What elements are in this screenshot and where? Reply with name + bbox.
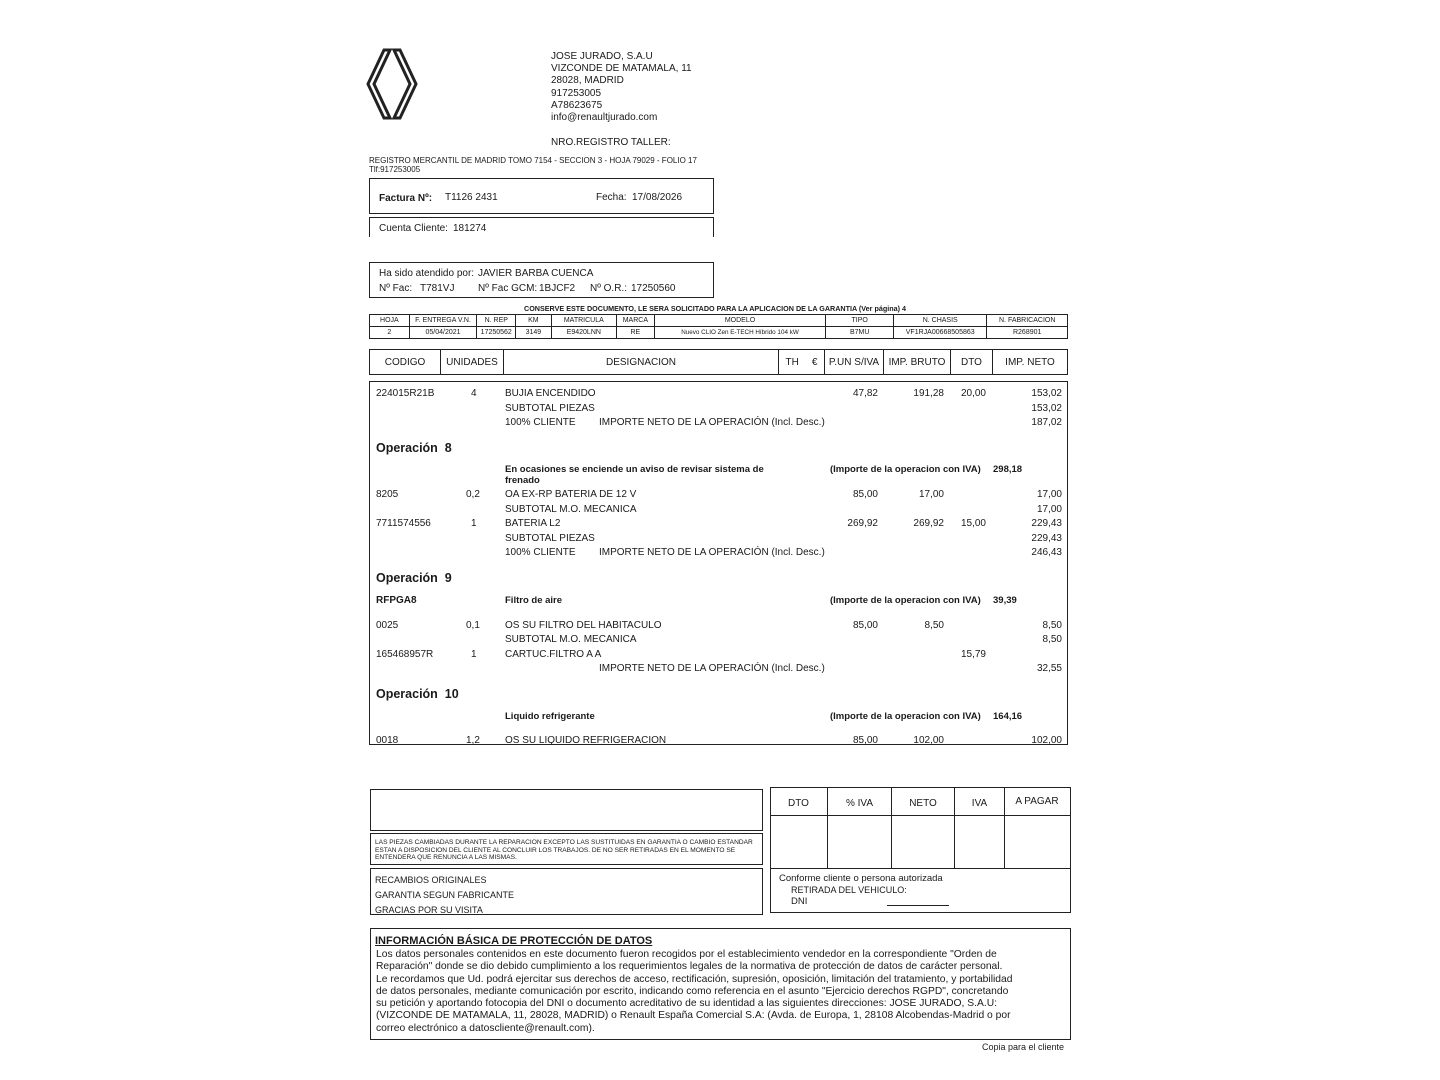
totals-header: % IVA — [845, 797, 874, 809]
conforme-line: Conforme cliente o persona autorizada — [779, 873, 943, 884]
line-bruto: 191,28 — [913, 388, 944, 399]
privacy-line: Reparación" donde se dio debido cumplimiento a los requerimientos legales de la normativa de protección de datos de carácter personal. — [376, 961, 1003, 973]
factura-label: Factura Nº: — [379, 193, 433, 204]
company-tlf: Tlf:917253005 — [369, 165, 421, 174]
line-neto: 153,02 — [1031, 403, 1062, 414]
vehicle-value: 17250562 — [477, 327, 516, 339]
line-pun: 47,82 — [852, 388, 878, 399]
footer-note: RECAMBIOS ORIGINALES — [375, 875, 487, 885]
operacion-title: Liquido refrigerante — [505, 711, 595, 722]
gcm-label: Nº Fac GCM: — [478, 283, 538, 294]
line-cliente: 100% CLIENTE — [505, 547, 576, 558]
cuenta-box — [369, 217, 714, 237]
lines-bottom-border — [369, 744, 1068, 745]
copia-label: Copia para el cliente — [982, 1042, 1065, 1052]
vehicle-value: E9420LNN — [551, 327, 616, 339]
line-desc: SUBTOTAL PIEZAS — [505, 533, 595, 544]
operacion-importe-value: 39,39 — [993, 595, 1017, 606]
line-code: 7711574556 — [376, 518, 431, 529]
fecha-value: 17/08/2026 — [632, 192, 683, 203]
line-units: 0,2 — [466, 489, 480, 500]
table-row — [371, 417, 1066, 431]
line-desc: SUBTOTAL PIEZAS — [505, 403, 595, 414]
line-dto: 15,00 — [960, 518, 986, 529]
operacion-importe-label: (Importe de la operacion con IVA) — [830, 711, 981, 722]
vehicle-value: RE — [617, 327, 655, 339]
line-neto: 229,43 — [1031, 533, 1062, 544]
table-row — [371, 518, 1066, 532]
operacion-number: 8 — [444, 441, 452, 455]
line-cliente: 100% CLIENTE — [505, 417, 576, 428]
footer-notes-box — [370, 868, 763, 915]
company-email: info@renaultjurado.com — [551, 112, 658, 123]
conserve-notice: CONSERVE ESTE DOCUMENTO, LE SERA SOLICITADO PARA LA APLICACION DE LA GARANTIA (Ver página) 4 — [524, 304, 907, 313]
piezas-notice-box — [370, 833, 763, 865]
col-neto: IMP. NETO — [992, 349, 1068, 375]
line-desc: SUBTOTAL M.O. MECANICA — [505, 504, 637, 515]
line-bruto: 102,00 — [913, 735, 944, 745]
company-name: JOSE JURADO, S.A.U — [551, 51, 653, 62]
renault-logo — [366, 48, 422, 120]
line-desc: IMPORTE NETO DE LA OPERACIÓN (Incl. Desc.) — [599, 417, 825, 428]
company-cif: A78623675 — [551, 100, 603, 111]
line-desc: IMPORTE NETO DE LA OPERACIÓN (Incl. Desc.) — [599, 547, 825, 558]
privacy-line: Le recordamos que Ud. podrá ejercitar sus derechos de acceso, rectificación, supresión, oposición, limitación del tratamiento, y portabilidad — [376, 973, 1013, 985]
col-th-euro — [778, 349, 825, 375]
operacion-label: Operación — [376, 687, 438, 701]
conforme-dni: DNI — [791, 896, 808, 907]
line-neto: 229,43 — [1031, 518, 1062, 529]
line-desc: OS SU FILTRO DEL HABITACULO — [505, 620, 662, 631]
line-desc: IMPORTE NETO DE LA OPERACIÓN (Incl. Desc.) — [599, 663, 825, 674]
company-city: 28028, MADRID — [551, 75, 624, 86]
fecha-label: Fecha: — [596, 192, 627, 203]
col-euro: € — [811, 356, 818, 368]
line-pun: 85,00 — [852, 735, 878, 745]
privacy-line: (VIZCONDE DE MATAMALA, 11, 28028, MADRID) o Renault España Comercial S.A: (Avda. de Europa, 1, 28108 Alcobendas-Madrid o por — [376, 1010, 1011, 1022]
line-dto: 15,79 — [960, 649, 986, 660]
line-neto: 246,43 — [1031, 547, 1062, 558]
line-code: 8205 — [376, 489, 399, 500]
vehicle-table — [369, 314, 1068, 339]
line-neto: 187,02 — [1031, 417, 1062, 428]
line-desc: CARTUC.FILTRO A A — [505, 649, 602, 660]
cuenta-label: Cuenta Cliente: — [379, 223, 448, 234]
privacy-box — [370, 928, 1071, 1040]
conforme-box — [770, 868, 1071, 913]
table-row — [371, 533, 1066, 547]
line-pun: 269,92 — [847, 518, 878, 529]
vehicle-value: 2 — [370, 327, 410, 339]
vehicle-header: N. CHASIS — [894, 315, 987, 327]
operacion-number: 9 — [444, 571, 452, 585]
vehicle-value: 3149 — [516, 327, 551, 339]
line-desc: BATERIA L2 — [505, 518, 561, 529]
line-code: 224015R21B — [376, 388, 435, 399]
privacy-line: correo electrónico a datoscliente@renault.com). — [376, 1022, 595, 1034]
col-pun: P.UN S/IVA — [824, 349, 884, 375]
vehicle-header: KM — [516, 315, 551, 327]
operacion-code: RFPGA8 — [376, 595, 417, 606]
privacy-text — [376, 949, 1066, 1035]
operacion-importe-label: (Importe de la operacion con IVA) — [830, 464, 981, 475]
lines-box — [369, 381, 1068, 745]
table-row — [371, 634, 1066, 648]
vehicle-header-row — [370, 315, 1068, 327]
col-bruto: IMP. BRUTO — [883, 349, 951, 375]
operacion-importe-value: 298,18 — [993, 464, 1023, 475]
line-code: 0018 — [376, 735, 399, 745]
nfac-label: Nº Fac: — [379, 283, 413, 294]
vehicle-value: 05/04/2021 — [409, 327, 477, 339]
line-neto: 17,00 — [1036, 504, 1062, 515]
line-desc: OA EX-RP BATERIA DE 12 V — [505, 489, 637, 500]
atendido-box — [369, 262, 714, 298]
vehicle-header: MATRICULA — [551, 315, 616, 327]
operacion-heading — [376, 687, 459, 701]
vehicle-header: N. FABRICACION — [987, 315, 1068, 327]
col-unidades: UNIDADES — [440, 349, 504, 375]
company-street: VIZCONDE DE MATAMALA, 11 — [551, 63, 692, 74]
operacion-label: Operación — [376, 571, 438, 585]
atendido-label: Ha sido atendido por: — [379, 268, 475, 279]
line-neto: 102,00 — [1031, 735, 1062, 745]
or-label: Nº O.R.: — [590, 283, 627, 294]
line-code: 165468957R — [376, 649, 434, 660]
factura-value: T1126 2431 — [445, 192, 498, 203]
vehicle-value: B7MU — [826, 327, 894, 339]
atendido-value: JAVIER BARBA CUENCA — [478, 268, 594, 279]
vehicle-header: F. ENTREGA V.N. — [409, 315, 477, 327]
gcm-value: 1BJCF2 — [539, 283, 576, 294]
table-row — [371, 504, 1066, 518]
line-units: 0,1 — [466, 620, 480, 631]
vehicle-value-row — [370, 327, 1068, 339]
line-units: 1,2 — [466, 735, 480, 745]
privacy-line: Los datos personales contenidos en este documento fueron recogidos por el establecimiento vendedor en la correspondiente "Orden de — [376, 949, 997, 960]
line-desc: SUBTOTAL M.O. MECANICA — [505, 634, 637, 645]
operacion-title: En ocasiones se enciende un aviso de revisar sistema de frenado — [505, 464, 764, 486]
footer-note: GRACIAS POR SU VISITA — [375, 905, 483, 915]
vehicle-header: TIPO — [826, 315, 894, 327]
operacion-importe-label: (Importe de la operacion con IVA) — [830, 595, 981, 606]
line-neto: 17,00 — [1036, 489, 1062, 500]
vehicle-header: HOJA — [370, 315, 410, 327]
registro-mercantil: REGISTRO MERCANTIL DE MADRID TOMO 7154 - SECCION 3 - HOJA 79029 - FOLIO 17 — [369, 156, 697, 165]
line-desc: OS SU LIQUIDO REFRIGERACION — [505, 735, 667, 745]
vehicle-value: R268901 — [987, 327, 1068, 339]
col-designacion: DESIGNACION — [503, 349, 779, 375]
nfac-value: T781VJ — [420, 283, 455, 294]
totals-header: IVA — [971, 797, 988, 809]
table-row — [371, 489, 1066, 503]
vehicle-value: Nuevo CLIO Zen E-TECH Híbrido 104 kW — [654, 327, 826, 339]
table-row — [371, 547, 1066, 561]
line-units: 4 — [471, 388, 477, 399]
col-th: TH — [785, 356, 799, 368]
operacion-heading — [376, 571, 452, 585]
line-bruto: 269,92 — [913, 518, 944, 529]
line-pun: 85,00 — [852, 489, 878, 500]
table-row — [371, 649, 1066, 663]
vehicle-value: VF1RJA00668505863 — [894, 327, 987, 339]
totals-header: DTO — [788, 797, 809, 809]
operacion-number: 10 — [444, 687, 459, 701]
operacion-title: Filtro de aire — [505, 595, 563, 606]
notes-box — [370, 789, 763, 831]
totals-header: A PAGAR — [1015, 795, 1059, 807]
footer-note: GARANTIA SEGUN FABRICANTE — [375, 890, 515, 900]
registro-taller: NRO.REGISTRO TALLER: — [551, 137, 671, 148]
line-neto: 32,55 — [1036, 663, 1062, 674]
operacion-importe-value: 164,16 — [993, 711, 1023, 722]
line-code: 0025 — [376, 620, 399, 631]
line-dto: 20,00 — [960, 388, 986, 399]
vehicle-header: MARCA — [617, 315, 655, 327]
vehicle-header: N. REP — [477, 315, 516, 327]
totals-header: NETO — [909, 797, 937, 809]
col-codigo: CODIGO — [369, 349, 441, 375]
factura-box — [369, 178, 714, 214]
privacy-title: INFORMACIÓN BÁSICA DE PROTECCIÓN DE DATOS — [375, 935, 653, 947]
line-pun: 85,00 — [852, 620, 878, 631]
piezas-notice: LAS PIEZAS CAMBIADAS DURANTE LA REPARACION EXCEPTO LAS SUSTITUIDAS EN GARANTIA O CAMBIO ESTANDAR ESTAN A DISPOSICION DEL CLIENTE AL CONCLUIR LOS TRABAJOS. DE NO SER RETIRADAS EN EL MOMENTO SE ENTENDERA QUE RENUNCIA A LAS MISMAS. — [375, 839, 753, 861]
cuenta-value: 181274 — [453, 223, 487, 234]
privacy-line: de datos personales, mediante comunicación por escrito, indicando como referencia en el asunto "Ejercicio derechos RGPD", concretando — [376, 985, 1009, 997]
line-bruto: 17,00 — [918, 489, 944, 500]
line-units: 1 — [471, 649, 477, 660]
line-neto: 153,02 — [1031, 388, 1062, 399]
table-row — [371, 620, 1066, 634]
company-phone: 917253005 — [551, 88, 602, 99]
privacy-line: su petición y aportando fotocopia del DNI o documento acreditativo de su identidad a las siguientes direcciones: JOSE JURADO, S.A.U: — [376, 998, 998, 1010]
line-desc: BUJIA ENCENDIDO — [505, 388, 596, 399]
line-neto: 8,50 — [1042, 634, 1062, 645]
line-units: 1 — [471, 518, 477, 529]
table-row — [371, 388, 1066, 402]
vehicle-header: MODELO — [654, 315, 826, 327]
operacion-label: Operación — [376, 441, 438, 455]
or-value: 17250560 — [631, 283, 676, 294]
col-dto: DTO — [950, 349, 993, 375]
line-neto: 8,50 — [1042, 620, 1062, 631]
signature-line — [887, 905, 949, 906]
conforme-line: RETIRADA DEL VEHICULO: — [791, 885, 907, 895]
line-bruto: 8,50 — [924, 620, 944, 631]
operacion-heading — [376, 441, 452, 455]
table-row — [371, 403, 1066, 417]
table-row — [371, 663, 1066, 677]
